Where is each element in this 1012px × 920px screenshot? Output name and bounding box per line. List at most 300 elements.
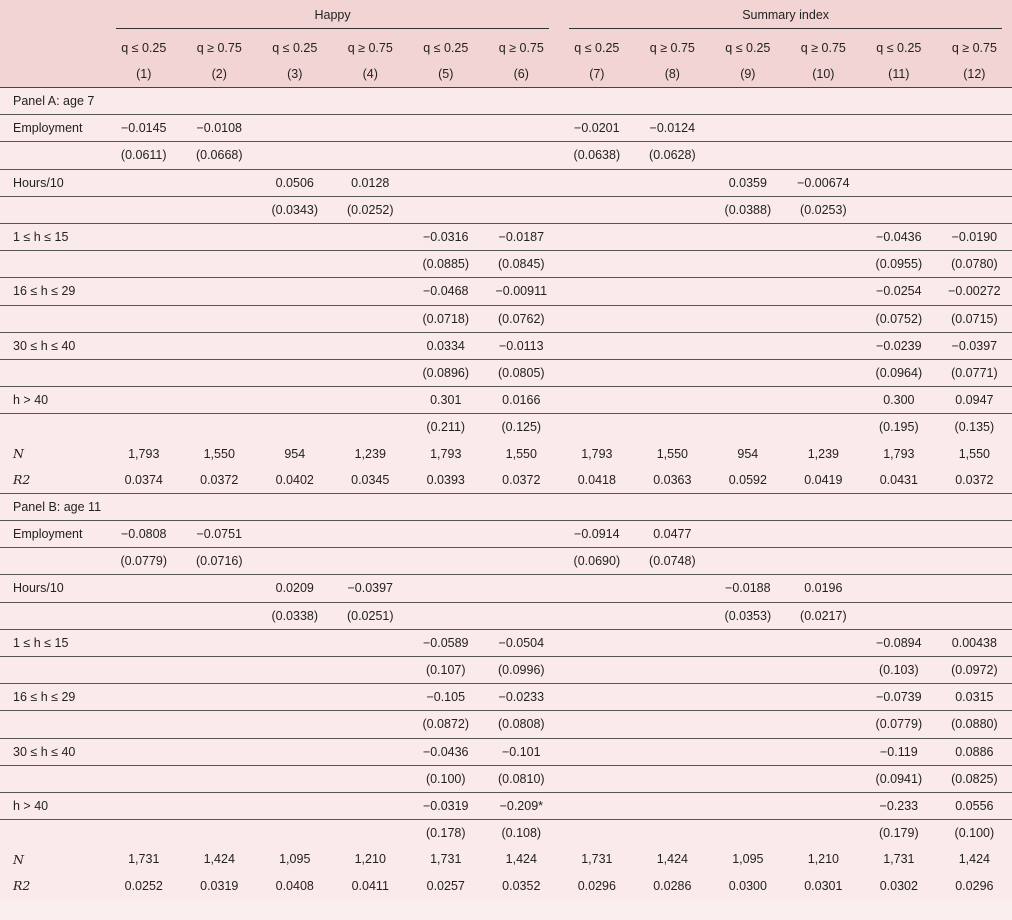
table-cell [786, 684, 862, 711]
table-cell: (0.0779) [861, 711, 937, 738]
table-cell [333, 414, 409, 441]
table-cell: (0.0251) [333, 602, 409, 629]
table-cell: 0.0372 [200, 472, 239, 487]
column-number: (5) [438, 67, 454, 81]
table-cell: 0.0419 [804, 472, 843, 487]
table-cell [257, 711, 333, 738]
table-cell [257, 820, 333, 847]
table-cell [484, 602, 560, 629]
table-cell [257, 521, 333, 548]
table-cell [786, 142, 862, 169]
table-row [0, 521, 1012, 548]
table-cell [559, 414, 635, 441]
column-number: (8) [664, 67, 680, 81]
table-cell: 0.0128 [333, 169, 409, 196]
table-cell [635, 602, 711, 629]
table-cell: (0.195) [861, 414, 937, 441]
table-cell: (0.0972) [937, 656, 1012, 683]
table-cell [333, 521, 409, 548]
table-cell: −0.105 [408, 684, 484, 711]
table-cell: (0.125) [484, 414, 560, 441]
table-cell [106, 792, 182, 819]
table-cell: 1,550 [656, 446, 688, 461]
table-cell [786, 305, 862, 332]
table-cell: 0.0408 [275, 878, 314, 893]
table-cell: (0.0253) [786, 196, 862, 223]
table-cell: (0.179) [861, 820, 937, 847]
table-cell: (0.211) [408, 414, 484, 441]
table-cell [861, 115, 937, 142]
table-cell: 1,731 [430, 852, 462, 867]
table-cell [333, 820, 409, 847]
table-cell [106, 332, 182, 359]
table-header [0, 0, 1012, 88]
quantile-header: q ≥ 0.75 [347, 41, 393, 55]
table-cell [710, 305, 786, 332]
table-cell [333, 493, 409, 520]
table-cell [484, 169, 560, 196]
table-cell [559, 765, 635, 792]
table-cell [182, 575, 258, 602]
row-label [0, 548, 106, 575]
column-number: (9) [740, 67, 756, 81]
table-row [0, 656, 1012, 683]
table-cell: 0.301 [408, 387, 484, 414]
table-cell: 0.0296 [955, 878, 994, 893]
table-cell: 0.0886 [937, 738, 1012, 765]
table-cell: 954 [284, 446, 306, 461]
table-cell [786, 332, 862, 359]
column-number: (7) [589, 67, 605, 81]
table-cell: −0.233 [861, 792, 937, 819]
table-cell: (0.0343) [257, 196, 333, 223]
table-row [0, 332, 1012, 359]
table-cell: (0.100) [408, 765, 484, 792]
table-cell: −0.00674 [786, 169, 862, 196]
table-cell: 0.00438 [937, 629, 1012, 656]
table-row [0, 440, 1012, 466]
table-cell [106, 684, 182, 711]
table-cell [257, 251, 333, 278]
row-label: 1 ≤ h ≤ 15 [0, 223, 106, 250]
table-cell: 0.0374 [124, 472, 163, 487]
table-row [0, 765, 1012, 792]
table-cell [861, 88, 937, 115]
table-cell [635, 629, 711, 656]
table-cell [710, 548, 786, 575]
table-cell: 1,210 [354, 852, 386, 867]
table-cell [635, 575, 711, 602]
table-cell [257, 629, 333, 656]
table-row [0, 115, 1012, 142]
table-cell: (0.0896) [408, 359, 484, 386]
table-cell: 0.0315 [937, 684, 1012, 711]
table-cell [559, 656, 635, 683]
table-cell [559, 359, 635, 386]
row-label [0, 359, 106, 386]
table-cell [333, 765, 409, 792]
table-cell: 1,793 [128, 446, 160, 461]
table-cell: 1,424 [203, 852, 235, 867]
table-row [0, 711, 1012, 738]
table-cell [182, 359, 258, 386]
table-cell: 0.0302 [879, 878, 918, 893]
table-cell: −0.0436 [861, 223, 937, 250]
table-cell [710, 359, 786, 386]
quantile-header: q ≤ 0.25 [876, 41, 922, 55]
table-cell [106, 251, 182, 278]
table-cell [408, 575, 484, 602]
table-cell [710, 820, 786, 847]
table-cell [786, 656, 862, 683]
table-cell [182, 602, 258, 629]
table-cell [182, 629, 258, 656]
table-cell [333, 278, 409, 305]
table-cell [106, 305, 182, 332]
table-cell [106, 602, 182, 629]
table-cell [786, 115, 862, 142]
table-cell [559, 711, 635, 738]
table-cell [710, 387, 786, 414]
table-cell: −0.0397 [937, 332, 1012, 359]
table-cell: −0.0108 [182, 115, 258, 142]
table-cell: −0.00911 [484, 278, 560, 305]
table-cell [559, 196, 635, 223]
table-cell [710, 115, 786, 142]
table-cell: (0.0715) [937, 305, 1012, 332]
table-cell: 0.0393 [426, 472, 465, 487]
table-cell: (0.0872) [408, 711, 484, 738]
column-number: (12) [963, 67, 986, 81]
panel-label: Panel B: age 11 [0, 493, 333, 520]
table-cell [635, 196, 711, 223]
table-cell [408, 88, 484, 115]
table-cell [333, 305, 409, 332]
table-cell [786, 765, 862, 792]
table-cell: (0.0779) [106, 548, 182, 575]
table-cell [710, 332, 786, 359]
table-cell: (0.107) [408, 656, 484, 683]
table-cell [710, 521, 786, 548]
quantile-header: q ≤ 0.25 [574, 41, 620, 55]
table-cell [182, 738, 258, 765]
table-cell [861, 602, 937, 629]
table-cell [710, 142, 786, 169]
table-cell: 0.0300 [728, 878, 767, 893]
table-cell [106, 656, 182, 683]
table-cell [484, 88, 560, 115]
row-label: N [13, 446, 24, 462]
table-cell [559, 820, 635, 847]
table-cell [106, 169, 182, 196]
row-label [0, 765, 106, 792]
table-cell [106, 629, 182, 656]
quantile-header: q ≥ 0.75 [196, 41, 242, 55]
table-cell [559, 387, 635, 414]
quantile-header: q ≥ 0.75 [649, 41, 695, 55]
table-cell [106, 738, 182, 765]
table-cell [257, 414, 333, 441]
table-cell: 0.0556 [937, 792, 1012, 819]
quantile-header: q ≤ 0.25 [272, 41, 318, 55]
table-body [0, 88, 1012, 899]
table-cell: (0.0825) [937, 765, 1012, 792]
table-cell: (0.0880) [937, 711, 1012, 738]
table-cell: (0.0845) [484, 251, 560, 278]
quantile-header: q ≥ 0.75 [951, 41, 997, 55]
table-cell [559, 332, 635, 359]
table-cell [786, 548, 862, 575]
table-cell [635, 656, 711, 683]
table-cell: (0.0771) [937, 359, 1012, 386]
table-cell [861, 493, 937, 520]
table-cell: 0.0363 [653, 472, 692, 487]
table-cell: −0.101 [484, 738, 560, 765]
table-cell: (0.0353) [710, 602, 786, 629]
table-cell [182, 278, 258, 305]
table-cell: 0.0352 [502, 878, 541, 893]
row-label: N [13, 851, 24, 867]
row-label: Employment [0, 115, 106, 142]
table-cell [635, 765, 711, 792]
table-cell [786, 629, 862, 656]
table-cell [710, 711, 786, 738]
table-row [0, 251, 1012, 278]
table-cell [182, 387, 258, 414]
table-cell: 1,550 [505, 446, 537, 461]
table-cell [710, 223, 786, 250]
table-cell [559, 169, 635, 196]
table-cell [635, 278, 711, 305]
table-cell: −0.0190 [937, 223, 1012, 250]
table-cell: (0.0718) [408, 305, 484, 332]
table-cell: 1,731 [581, 852, 613, 867]
table-cell: 1,793 [883, 446, 915, 461]
table-cell [333, 684, 409, 711]
table-cell [635, 792, 711, 819]
table-cell [333, 115, 409, 142]
table-cell [408, 521, 484, 548]
table-cell [257, 548, 333, 575]
table-cell: 0.0345 [351, 472, 390, 487]
row-label: h > 40 [0, 792, 106, 819]
table-cell [635, 711, 711, 738]
panel-header-row [0, 493, 1012, 520]
table-cell [786, 387, 862, 414]
table-cell [484, 115, 560, 142]
row-label: 30 ≤ h ≤ 40 [0, 738, 106, 765]
table-row [0, 738, 1012, 765]
table-cell: 0.300 [861, 387, 937, 414]
table-cell [786, 820, 862, 847]
table-cell: 0.0431 [879, 472, 918, 487]
table-cell [710, 88, 786, 115]
table-row [0, 414, 1012, 441]
table-cell [559, 251, 635, 278]
table-cell: −0.0504 [484, 629, 560, 656]
table-row [0, 278, 1012, 305]
table-cell [937, 88, 1012, 115]
table-cell [106, 387, 182, 414]
table-cell [182, 792, 258, 819]
table-row [0, 792, 1012, 819]
table-cell [333, 332, 409, 359]
table-cell [333, 792, 409, 819]
row-label [0, 196, 106, 223]
table-row [0, 575, 1012, 602]
table-cell [710, 792, 786, 819]
table-cell [786, 359, 862, 386]
table-cell [182, 196, 258, 223]
table-cell: 0.0411 [351, 878, 389, 893]
table-cell [937, 548, 1012, 575]
table-cell [635, 88, 711, 115]
table-row [0, 169, 1012, 196]
table-cell: 0.0477 [635, 521, 711, 548]
table-cell: (0.0611) [106, 142, 182, 169]
table-cell [786, 278, 862, 305]
table-cell: 0.0372 [955, 472, 994, 487]
table-cell [635, 359, 711, 386]
table-row [0, 602, 1012, 629]
table-cell [333, 738, 409, 765]
column-number: (2) [211, 67, 227, 81]
column-number: (3) [287, 67, 303, 81]
table-cell: (0.0252) [333, 196, 409, 223]
table-cell: 1,095 [732, 852, 764, 867]
table-row [0, 684, 1012, 711]
table-row [0, 820, 1012, 847]
table-cell [710, 684, 786, 711]
table-cell: 1,731 [128, 852, 160, 867]
table-cell: (0.0748) [635, 548, 711, 575]
table-cell: −0.0124 [635, 115, 711, 142]
column-number: (6) [513, 67, 529, 81]
table-cell [786, 88, 862, 115]
table-cell: 1,239 [354, 446, 386, 461]
table-cell [786, 223, 862, 250]
table-cell [937, 493, 1012, 520]
table-cell: 0.0402 [275, 472, 314, 487]
row-label [0, 251, 106, 278]
table-cell: 1,731 [883, 852, 915, 867]
row-label: R2 [13, 878, 31, 894]
table-cell [182, 656, 258, 683]
table-cell: (0.100) [937, 820, 1012, 847]
table-cell: −0.0751 [182, 521, 258, 548]
table-cell: −0.0316 [408, 223, 484, 250]
table-cell [635, 251, 711, 278]
table-cell [484, 548, 560, 575]
table-cell: −0.0739 [861, 684, 937, 711]
table-cell [106, 223, 182, 250]
table-row [0, 305, 1012, 332]
table-cell: (0.0217) [786, 602, 862, 629]
row-label: 16 ≤ h ≤ 29 [0, 684, 106, 711]
column-number: (4) [362, 67, 378, 81]
column-number-row [0, 61, 1012, 88]
table-cell: (0.0964) [861, 359, 937, 386]
table-cell [408, 493, 484, 520]
table-cell: −0.0589 [408, 629, 484, 656]
table-cell [937, 169, 1012, 196]
table-cell: (0.0628) [635, 142, 711, 169]
table-cell [484, 493, 560, 520]
table-cell [182, 820, 258, 847]
table-cell [333, 387, 409, 414]
table-cell [710, 278, 786, 305]
table-cell [861, 196, 937, 223]
table-cell [257, 305, 333, 332]
column-number: (1) [136, 67, 152, 81]
table-cell: (0.108) [484, 820, 560, 847]
table-cell [333, 359, 409, 386]
table-row [0, 387, 1012, 414]
table-cell: −0.0254 [861, 278, 937, 305]
table-cell [937, 115, 1012, 142]
table-cell [484, 575, 560, 602]
table-cell [635, 169, 711, 196]
table-cell [257, 684, 333, 711]
table-cell [635, 223, 711, 250]
table-cell [484, 196, 560, 223]
table-cell [710, 765, 786, 792]
table-cell: (0.0805) [484, 359, 560, 386]
row-label: Employment [0, 521, 106, 548]
table-cell [106, 278, 182, 305]
row-label [0, 305, 106, 332]
table-cell [106, 575, 182, 602]
row-label: 16 ≤ h ≤ 29 [0, 278, 106, 305]
table-cell [333, 629, 409, 656]
table-cell: 0.0257 [426, 878, 465, 893]
table-cell [408, 169, 484, 196]
table-row [0, 846, 1012, 872]
table-cell: 1,239 [807, 446, 839, 461]
group-header-happy: Happy [106, 0, 559, 35]
table-cell: (0.0810) [484, 765, 560, 792]
table-row [0, 629, 1012, 656]
table-cell [182, 414, 258, 441]
table-cell: −0.0187 [484, 223, 560, 250]
table-cell: 0.0506 [257, 169, 333, 196]
table-cell: 0.0319 [200, 878, 239, 893]
table-cell [182, 223, 258, 250]
table-cell: (0.0752) [861, 305, 937, 332]
table-cell [484, 521, 560, 548]
table-cell [257, 223, 333, 250]
table-cell: −0.209* [484, 792, 560, 819]
table-cell [786, 711, 862, 738]
table-cell: −0.0808 [106, 521, 182, 548]
table-cell [333, 548, 409, 575]
row-label: h > 40 [0, 387, 106, 414]
table-cell: 0.0252 [124, 878, 163, 893]
row-label: 1 ≤ h ≤ 15 [0, 629, 106, 656]
table-cell: −0.0233 [484, 684, 560, 711]
table-cell [559, 278, 635, 305]
table-cell: 1,424 [656, 852, 688, 867]
table-cell [710, 738, 786, 765]
table-cell: 954 [737, 446, 759, 461]
table-cell [257, 792, 333, 819]
table-cell: 1,424 [958, 852, 990, 867]
table-cell: (0.0955) [861, 251, 937, 278]
table-cell [710, 629, 786, 656]
table-cell [786, 521, 862, 548]
quantile-header: q ≤ 0.25 [725, 41, 771, 55]
table-cell: (0.0338) [257, 602, 333, 629]
